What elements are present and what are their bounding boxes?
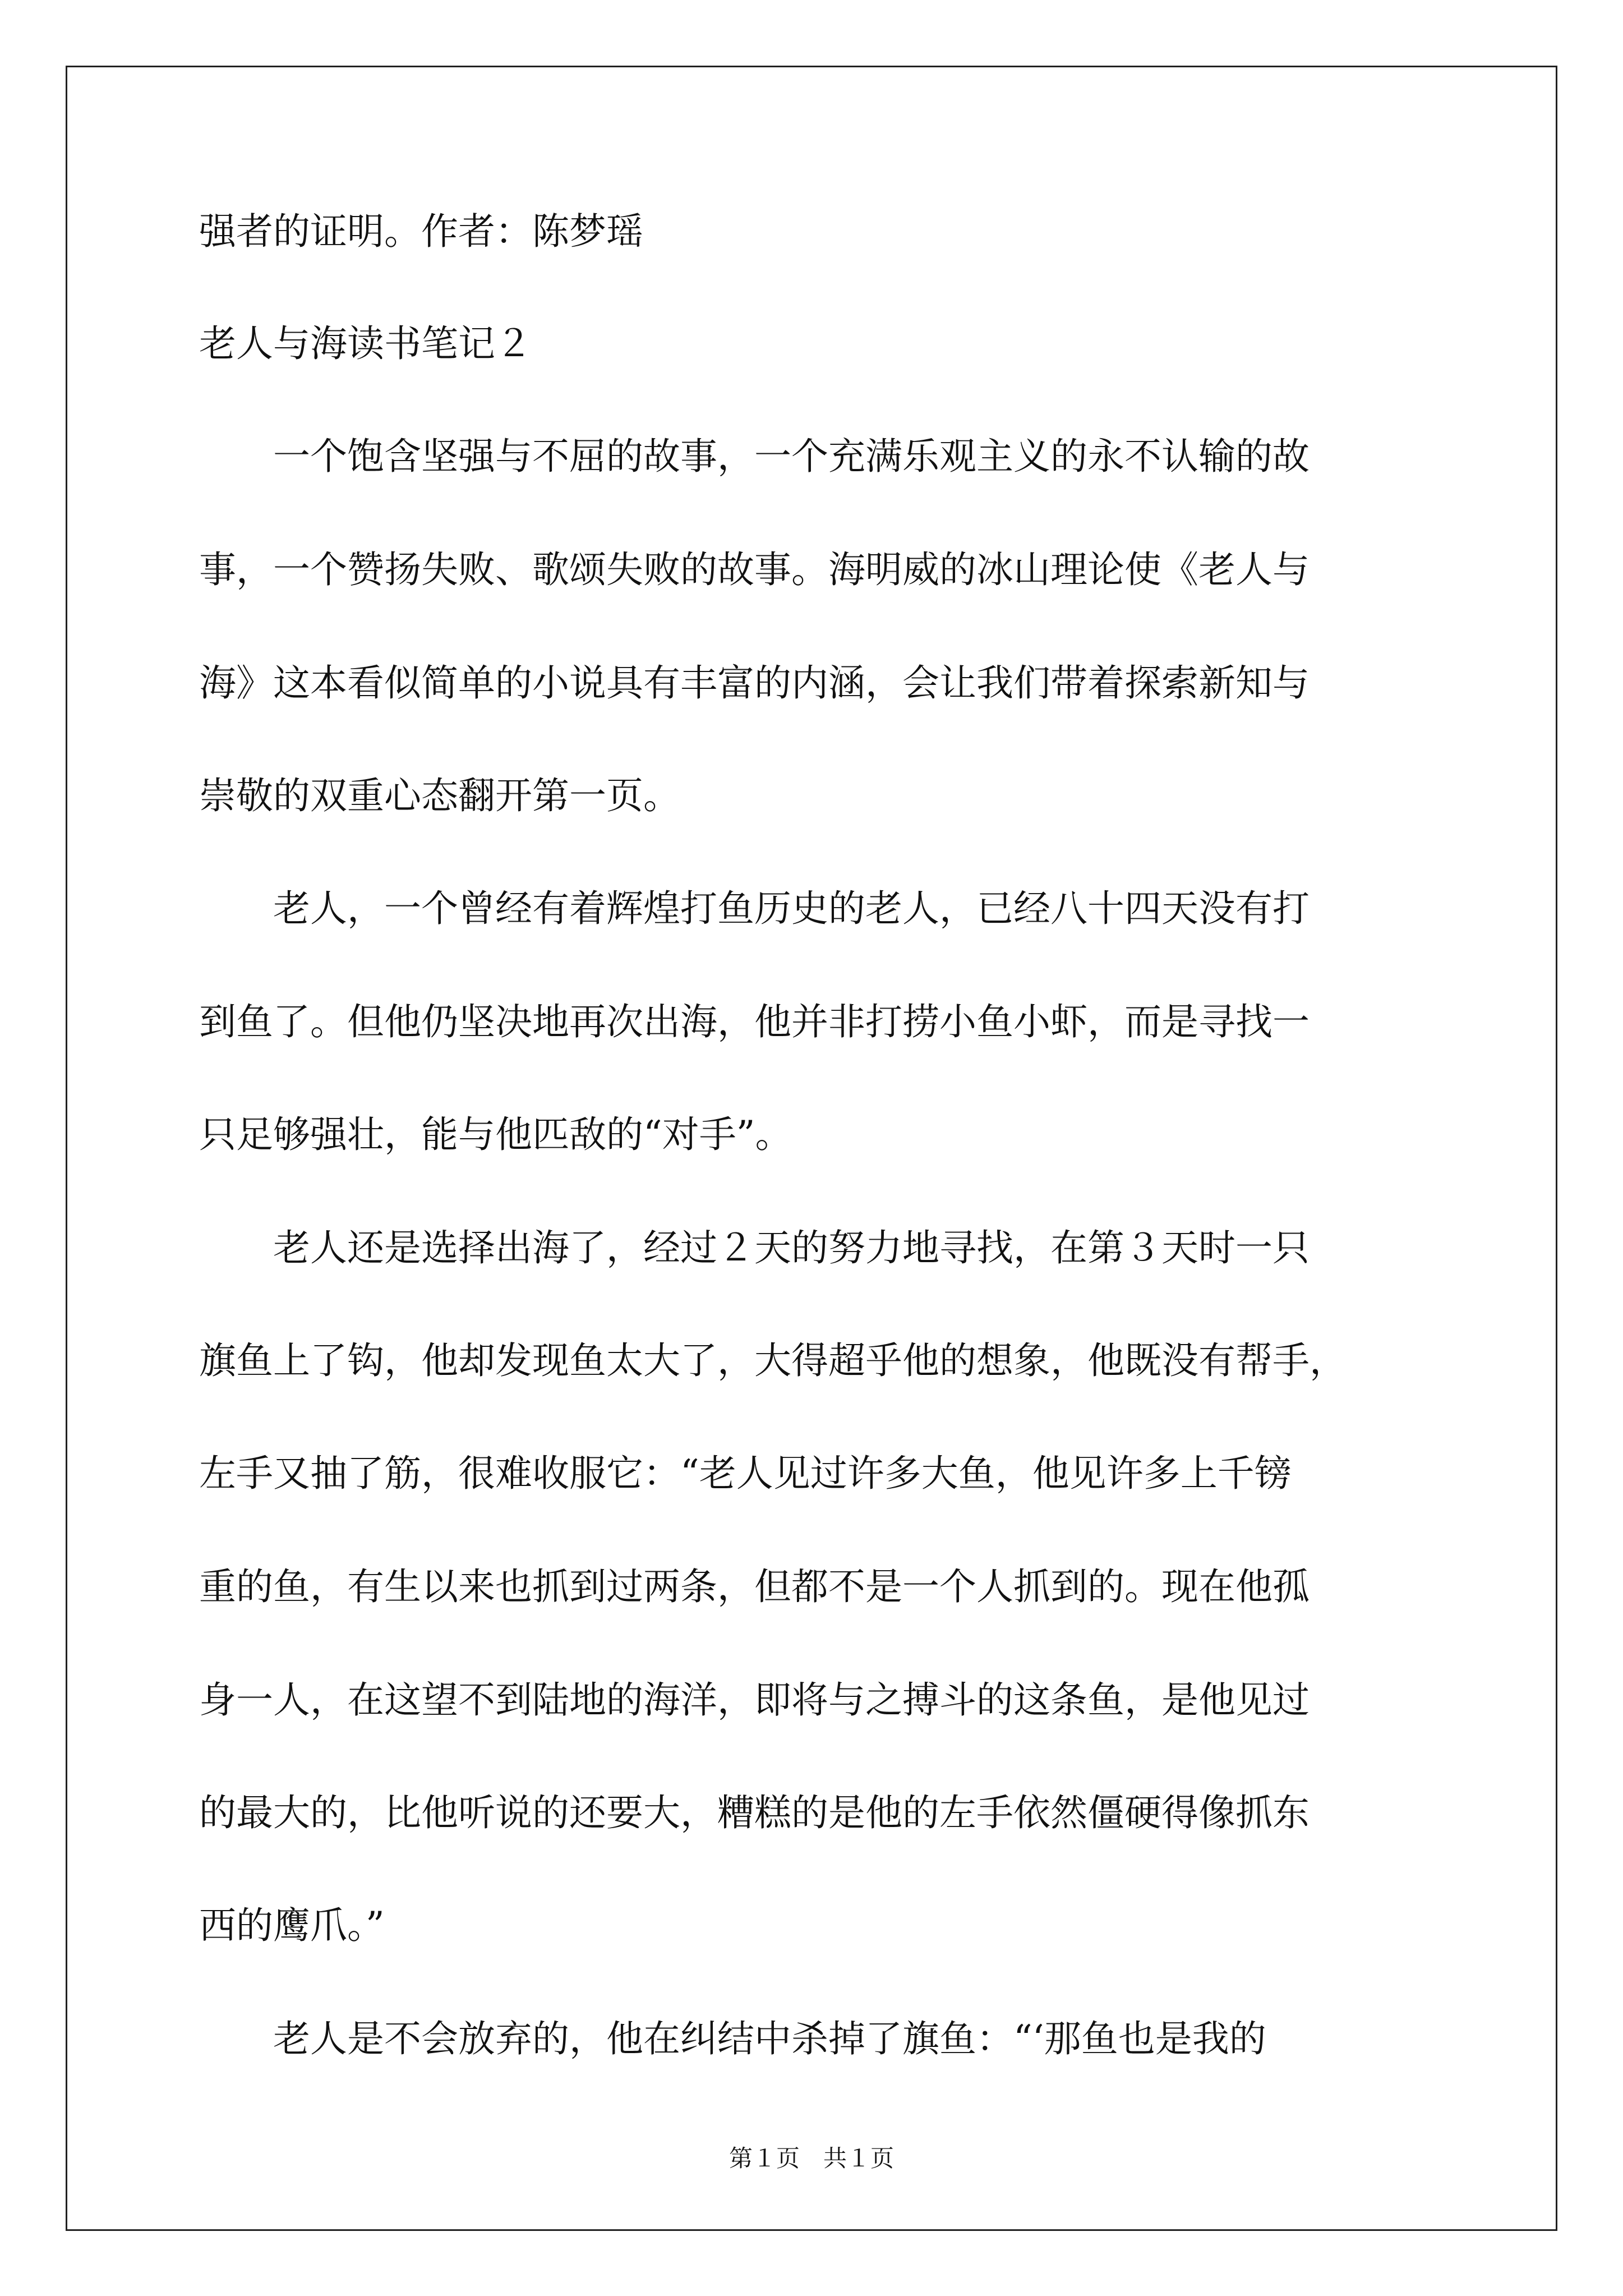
text-line: 老人，一个曾经有着辉煌打鱼历史的老人，已经八十四天没有打 (199, 887, 1310, 930)
text-line: 西的鹰爪。” (199, 1904, 385, 1947)
text-line: 老人是不会放弃的，他在纠结中杀掉了旗鱼：“‘那鱼也是我的 (199, 2017, 1266, 2060)
text-line: 强者的证明。作者：陈梦瑶 (199, 210, 643, 253)
page-number-footer: 第１页 共１页 (728, 2145, 894, 2172)
text-line: 老人还是选择出海了，经过２天的努力地寻找，在第３天时一只 (199, 1226, 1310, 1269)
text-line: 海》这本看似简单的小说具有丰富的内涵，会让我们带着探索新知与 (199, 661, 1310, 705)
text-line: 左手又抽了筋，很难收服它：“老人见过许多大鱼，他见许多上千镑 (199, 1452, 1292, 1495)
text-line: 旗鱼上了钩，他却发现鱼太大了，大得超乎他的想象，他既没有帮手， (199, 1339, 1347, 1382)
text-line: 重的鱼，有生以来也抓到过两条，但都不是一个人抓到的。现在他孤 (199, 1565, 1310, 1608)
text-line: 到鱼了。但他仍坚决地再次出海，他并非打捞小鱼小虾，而是寻找一 (199, 1000, 1310, 1043)
document-body (199, 210, 1433, 2060)
text-line: 一个饱含坚强与不屈的故事，一个充满乐观主义的永不认输的故 (199, 435, 1310, 478)
text-line: 事，一个赞扬失败、歌颂失败的故事。海明威的冰山理论使《老人与 (199, 548, 1310, 591)
text-line: 只足够强壮，能与他匹敌的“对手”。 (199, 1113, 792, 1156)
text-line: 崇敬的双重心态翻开第一页。 (199, 774, 680, 817)
text-line: 身一人，在这望不到陆地的海洋，即将与之搏斗的这条鱼，是他见过 (199, 1678, 1310, 1722)
text-line: 的最大的，比他听说的还要大，糟糕的是他的左手依然僵硬得像抓东 (199, 1791, 1310, 1834)
section-heading: 老人与海读书笔记２ (199, 322, 532, 365)
